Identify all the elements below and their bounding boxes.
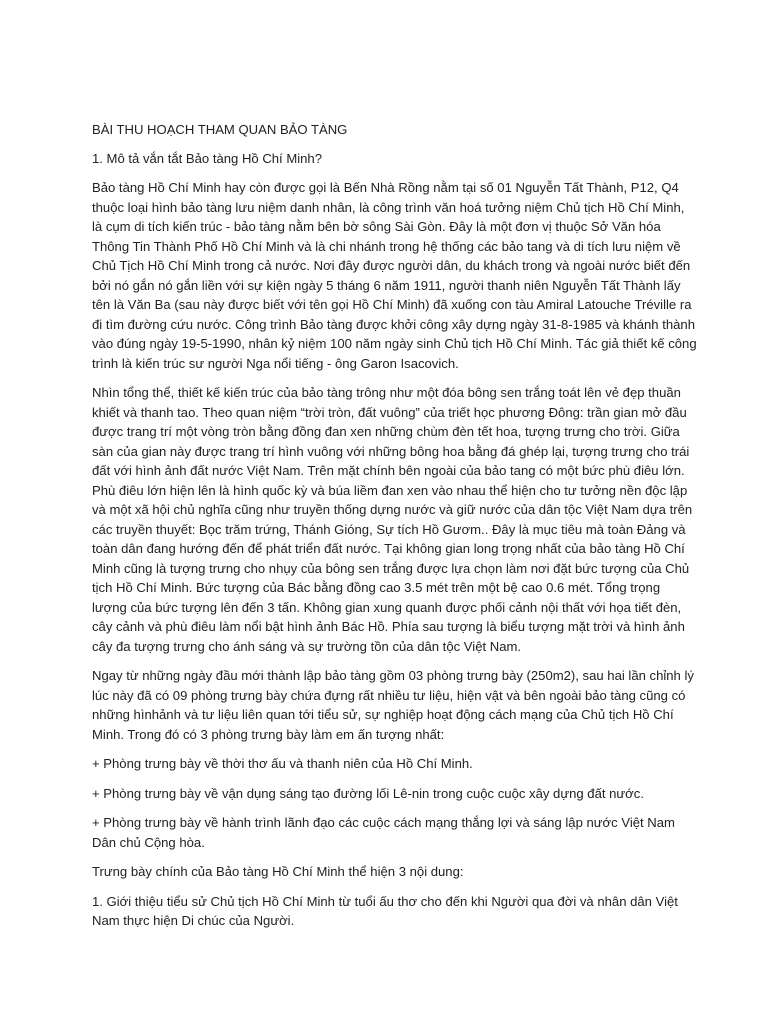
paragraph-exhibition-rooms: Ngay từ những ngày đầu mới thành lập bảo tàng gồm 03 phòng trưng bày (250m2), sau hai lần chỉnh lý lúc này đã có 09 phòng trưng bày chứa đựng rất nhiều tư liệu, hiện vật và bên ngoài bảo tàng cũng có những hìnhảnh và tư liệu liên quan tới tiểu sử, sự nghiệp hoạt động cách mạng của Chủ tịch Hồ Chí Minh. Trong đó có 3 phòng trưng bày làm em ấn tượng nhất: [92, 668, 694, 742]
document-title: BÀI THU HOẠCH THAM QUAN BẢO TÀNG [92, 122, 348, 137]
paragraph-intro: Bảo tàng Hồ Chí Minh hay còn được gọi là Bến Nhà Rồng nằm tại số 01 Nguyễn Tất Thành, P12, Q4 thuộc loại hình bảo tàng lưu niệm danh nhân, là công trình văn hoá tưởng niệm Chủ tịch Hồ Chí Minh, là cụm di tích kiến trúc - bảo tàng nằm bên bờ sông Sài Gòn. Đây là một đơn vị thuộc Sở Văn hóa Thông Tin Thành Phố Hồ Chí Minh và là chi nhánh trong hệ thống các bảo tang và di tích lưu niệm về Chủ Tịch Hồ Chí Minh trong cả nước. Nơi đây được người dân, du khách trong và ngoài nước biết đến bởi nó gắn nó gắn liền với sự kiện ngày 5 tháng 6 năm 1911, người thanh niên Nguyễn Tất Thành lấy tên là Văn Ba (sau này được biết với tên gọi Hồ Chí Minh) đã xuống con tàu Amiral Latouche Tréville ra đi tìm đường cứu nước. Công trình Bảo tàng được khởi công xây dựng ngày 31-8-1985 và khánh thành vào đúng ngày 19-5-1990, nhân kỷ niệm 100 năm ngày sinh Chủ tịch Hồ Chí Minh. Tác giả thiết kế công trình là kiến trúc sư người Nga nổi tiếng - ông Garon Isacovich. [92, 180, 697, 371]
paragraph-content-1: 1. Giới thiệu tiểu sử Chủ tịch Hồ Chí Minh từ tuổi ấu thơ cho đến khi Người qua đời và nhân dân Việt Nam thực hiện Di chúc của Người. [92, 893, 678, 928]
list-item-room-3: + Phòng trưng bày về hành trình lãnh đạo các cuộc cách mạng thắng lợi và sáng lập nước Việt Nam Dân chủ Cộng hòa. [92, 815, 675, 850]
question-heading: 1. Mô tả vắn tắt Bảo tàng Hồ Chí Minh? [92, 150, 322, 166]
paragraph-main-exhibit: Trưng bày chính của Bảo tàng Hồ Chí Minh thể hiện 3 nội dung: [92, 864, 464, 879]
list-item-room-1: + Phòng trưng bày về thời thơ ấu và thanh niên của Hồ Chí Minh. [92, 756, 473, 771]
paragraph-architecture: Nhìn tổng thể, thiết kế kiến trúc của bảo tàng trông như một đóa bông sen trắng toát lên vẻ đẹp thuần khiết và thanh tao. Theo quan niệm “trời tròn, đất vuông” của triết học phương Đông: trần gian mở đầu được trang trí một vòng tròn bằng đồng đan xen những chùm đèn tết hoa, tượng trưng cho trời. Giữa sàn của gian này được trang trí hình vuông với những bông hoa bằng đá ghép lại, tượng trưng cho trái đất với hình ảnh đất nước Việt Nam. Trên mặt chính bên ngoài của bảo tang có một bức phù điêu lớn. Phù điêu lớn hiện lên là hình quốc kỳ và búa liềm đan xen vào nhau thể hiện cho tư tưởng nền độc lập và một xã hội chủ nghĩa cũng như truyền thống dựng nước và giữ nước của dân tộc Việt Nam dựa trên các truyền thuyết: Bọc trăm trứng, Thánh Gióng, Sự tích Hồ Gươm.. Đây là mục tiêu mà toàn Đảng và toàn dân đang hướng đến để phát triển đất nước. Tại không gian long trọng nhất của bảo tàng Hồ Chí Minh cũng là tượng trưng cho nhụy của bông sen trắng được lựa chọn làm nơi đặt bức tượng của Chủ tịch Hồ Chí Minh. Bức tượng của Bác bằng đồng cao 3.5 mét trên một bệ cao 0.6 mét. Tổng trọng lượng của bức tượng lên đến 3 tấn. Không gian xung quanh được phối cảnh nội thất với họa tiết đèn, cây cảnh và phù điêu làm nổi bật hình ảnh Bác Hồ. Phía sau tượng là biểu tượng mặt trời và hình ảnh cây đa tượng trưng cho ánh sáng và sự trường tồn của dân tộc Việt Nam. [92, 385, 693, 654]
list-item-room-2: + Phòng trưng bày về vận dụng sáng tạo đường lối Lê-nin trong cuộc cuộc xây dựng đất nước. [92, 785, 644, 801]
